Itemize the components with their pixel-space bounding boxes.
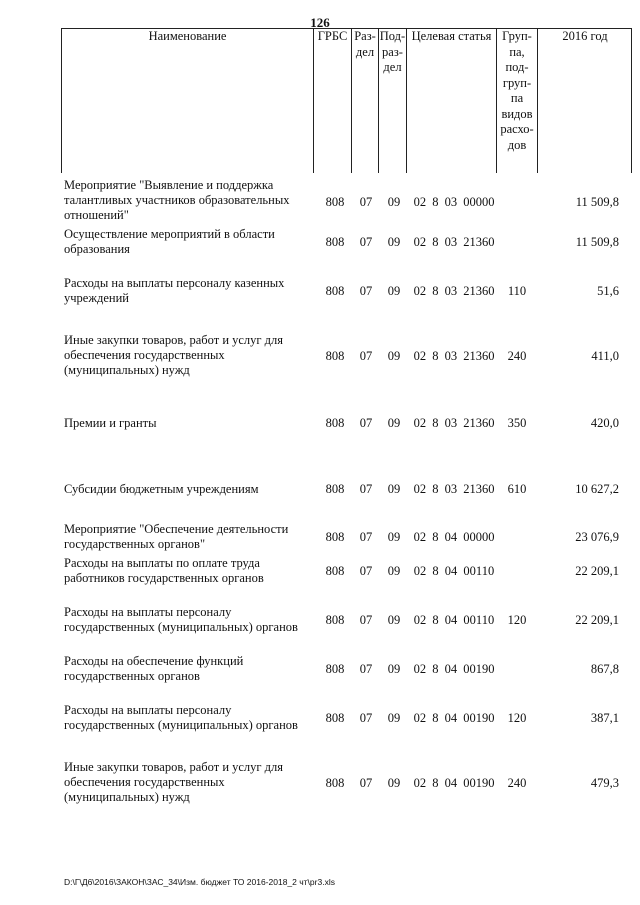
row-value: 420,0	[590, 416, 619, 430]
row-razdel: 07	[359, 711, 373, 725]
row-podrazdel: 09	[387, 711, 401, 725]
row-razdel: 07	[359, 530, 373, 544]
row-tselevaya: 02 8 04 00000	[413, 530, 495, 544]
row-name: Расходы на выплаты персоналу казенных учреждений	[64, 276, 285, 305]
row-podrazdel: 09	[387, 613, 401, 627]
row-value: 387,1	[590, 711, 619, 725]
row-tselevaya: 02 8 03 21360	[413, 349, 495, 363]
header-gruppa: Груп- па, под- груп- па видов расхо- дов	[496, 28, 537, 173]
row-podrazdel: 09	[387, 530, 401, 544]
header-razdel: Раз- дел	[351, 28, 378, 173]
header-podrazdel: Под- раз- дел	[378, 28, 406, 173]
row-podrazdel: 09	[387, 662, 401, 676]
row-razdel: 07	[359, 564, 373, 578]
row-grbs: 808	[325, 711, 345, 725]
row-podrazdel: 09	[387, 235, 401, 249]
row-value: 51,6	[597, 284, 619, 298]
header-year: 2016 год	[537, 28, 632, 173]
header-name: Наименование	[61, 28, 313, 173]
row-grbs: 808	[325, 776, 345, 790]
row-razdel: 07	[359, 482, 373, 496]
row-tselevaya: 02 8 04 00190	[413, 711, 495, 725]
row-tselevaya: 02 8 03 21360	[413, 235, 495, 249]
row-value: 867,8	[590, 662, 619, 676]
row-tselevaya: 02 8 04 00190	[413, 662, 495, 676]
row-name: Иные закупки товаров, работ и услуг для обеспечения государственных (муниципальных) нужд	[64, 760, 284, 804]
table-header	[61, 28, 632, 173]
row-gruppa: 240	[507, 349, 527, 363]
row-name: Мероприятие "Выявление и поддержка талантливых участников образовательных отношений"	[64, 178, 290, 222]
row-value: 22 209,1	[575, 613, 619, 627]
row-razdel: 07	[359, 284, 373, 298]
row-podrazdel: 09	[387, 195, 401, 209]
row-grbs: 808	[325, 416, 345, 430]
header-grbs: ГРБС	[313, 28, 351, 173]
row-value: 11 509,8	[575, 195, 619, 209]
row-name: Расходы на выплаты персоналу государственных (муниципальных) органов	[64, 605, 298, 634]
row-tselevaya: 02 8 03 21360	[413, 416, 495, 430]
row-razdel: 07	[359, 349, 373, 363]
row-value: 22 209,1	[575, 564, 619, 578]
row-grbs: 808	[325, 662, 345, 676]
row-grbs: 808	[325, 613, 345, 627]
row-podrazdel: 09	[387, 776, 401, 790]
row-gruppa: 120	[507, 613, 527, 627]
row-value: 411,0	[591, 349, 619, 363]
row-razdel: 07	[359, 195, 373, 209]
row-gruppa: 110	[507, 284, 527, 298]
row-name: Расходы на выплаты по оплате труда работников государственных органов	[64, 556, 264, 585]
row-podrazdel: 09	[387, 482, 401, 496]
row-gruppa: 610	[507, 482, 527, 496]
row-name: Расходы на обеспечение функций государственных органов	[64, 654, 244, 683]
row-grbs: 808	[325, 482, 345, 496]
header-tselevaya: Целевая статья	[406, 28, 496, 173]
row-name: Расходы на выплаты персоналу государственных (муниципальных) органов	[64, 703, 298, 732]
row-tselevaya: 02 8 03 00000	[413, 195, 495, 209]
row-name: Премии и гранты	[64, 416, 157, 430]
row-value: 10 627,2	[575, 482, 619, 496]
row-name: Осуществление мероприятий в области образования	[64, 227, 275, 256]
row-gruppa: 350	[507, 416, 527, 430]
row-tselevaya: 02 8 03 21360	[413, 482, 495, 496]
page-number: 126	[310, 15, 330, 30]
row-razdel: 07	[359, 613, 373, 627]
row-name: Субсидии бюджетным учреждениям	[64, 482, 259, 496]
row-tselevaya: 02 8 03 21360	[413, 284, 495, 298]
row-gruppa: 120	[507, 711, 527, 725]
row-grbs: 808	[325, 195, 345, 209]
row-tselevaya: 02 8 04 00110	[413, 613, 495, 627]
row-razdel: 07	[359, 662, 373, 676]
row-name: Мероприятие "Обеспечение деятельности государственных органов"	[64, 522, 289, 551]
row-grbs: 808	[325, 530, 345, 544]
row-razdel: 07	[359, 235, 373, 249]
row-value: 11 509,8	[575, 235, 619, 249]
row-value: 23 076,9	[575, 530, 619, 544]
row-tselevaya: 02 8 04 00190	[413, 776, 495, 790]
row-grbs: 808	[325, 235, 345, 249]
file-path-footer: D:\Г\Д6\2016\ЗАКОН\ЗАС_34\Изм. бюджет ТО 2016-2018_2 чт\pr3.xls	[64, 877, 335, 887]
row-podrazdel: 09	[387, 284, 401, 298]
row-grbs: 808	[325, 564, 345, 578]
row-razdel: 07	[359, 416, 373, 430]
row-podrazdel: 09	[387, 564, 401, 578]
row-podrazdel: 09	[387, 416, 401, 430]
row-razdel: 07	[359, 776, 373, 790]
row-name: Иные закупки товаров, работ и услуг для обеспечения государственных (муниципальных) нужд	[64, 333, 284, 377]
row-gruppa: 240	[507, 776, 527, 790]
row-grbs: 808	[325, 284, 345, 298]
row-podrazdel: 09	[387, 349, 401, 363]
row-grbs: 808	[325, 349, 345, 363]
row-value: 479,3	[590, 776, 619, 790]
row-tselevaya: 02 8 04 00110	[413, 564, 495, 578]
